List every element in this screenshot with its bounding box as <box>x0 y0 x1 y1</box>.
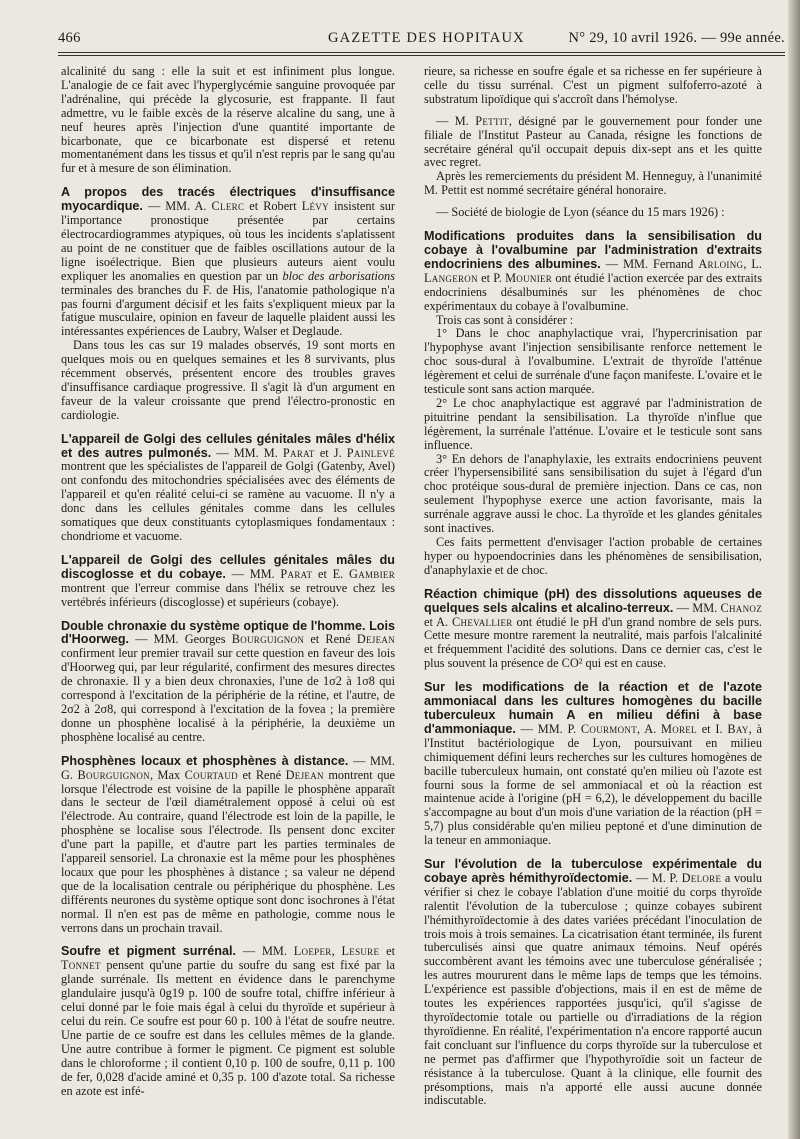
person-name: Pettit <box>475 113 509 128</box>
article-paragraph: Trois cas sont à considérer : <box>436 312 574 327</box>
article-title: Sur l'évolution de la tuberculose expérimentale du cobaye après hémithyroïdectomie. <box>424 857 762 885</box>
article-insuffisance-myocardique <box>61 186 395 422</box>
authors-text: — MM. <box>236 944 294 959</box>
article-text: montrent que l'erreur commise dans l'hélix se retrouve chez les vertébrés inférieurs (discoglosse) et supérieurs (cobaye). <box>61 580 395 609</box>
author-name: Bourguignon <box>77 767 150 782</box>
author-name: Gambier <box>349 566 395 581</box>
article-title: Phosphènes locaux et phosphènes à distance. <box>61 753 349 768</box>
author-name: Chevallier <box>452 614 513 629</box>
article-text: montrent que les spécialistes de l'appareil de Golgi (Gatenby, Avel) ont confondu des mitochondries spécialisées avec des éléments de l'appareil et qu'en réalité celui-ci se ramène au vacuome. Il n'y a donc dans les cellules génitales comme dans les cellules somatiques que deux constituants cytoplasmiques fondamentaux : chondriome et vacuome. <box>61 459 395 543</box>
article-text: , à l'Institut bactériologique de Lyon, poursuivant en milieu chimiquement défini leurs recherches sur les cultures homogènes de bacille tuberculeux humain, ont constaté qu'en milieu où l'azote est fourni sous la forme de sel ammoniacal et où la réaction est maintenue acide à l'origine (pH = 6,2), le développement du bacille s'accompagne au bout d'un mois d'une variation de la réaction (pH = 5,7) plus considérable qu'en milieu peptoné et d'une diminution de la teneur en ammoniaque. <box>424 721 762 848</box>
article-paragraph: 1° Dans le choc anaphylactique vrai, l'hypercrinisation par l'hypophyse avant l'injection sensibilisante renforce nettement le choc sous-dural à l'ovalbumine. L'extrait de thyroïde l'atténue légèrement et celui de surrénale d'une façon manifeste. L'ovaire et le testicule sont sans action marquée. <box>424 326 762 397</box>
authors-text: , L. <box>743 256 762 271</box>
article-text: terminales des branches du F. de His, l'anatomie pathologique n'a pas fourni d'argument décisif et les faits s'expliquent mieux par la fatigue musculaire, opinion en faveur de laquelle plaident aussi les intéressantes expériences de Laubry, Walser et Deglaude. <box>61 282 395 339</box>
author-name: Tonnet <box>61 958 101 973</box>
article-text: confirment leur premier travail sur cette question en faveur des lois d'Hoorweg qui, par leur régularité, confirment des mesures directes de chronaxie. Il y a bien deux chronaxies, l'une de 1σ2 à 1σ8 qui correspond à l'excitation de la périphérie de la rétine, et l'autre, de 2σ2 à 2σ8, qui correspond à l'excitation de la fovea ; la première donne un phosphène localisé à la périphérie, la deuxième un phosphène localisé au centre. <box>61 646 395 744</box>
author-name: Bay <box>727 721 749 736</box>
authors-text: et René <box>304 632 357 647</box>
authors-text: , A. <box>637 721 661 736</box>
author-name: Langeron <box>424 270 478 285</box>
authors-text: et E. <box>312 566 350 581</box>
authors-text: — MM. Fernand <box>600 256 699 271</box>
article-ovalbumine <box>424 230 762 578</box>
page-number: 466 <box>58 30 81 46</box>
article-title: Modifications produites dans la sensibilisation du cobaye à l'ovalbumine par l'administration d'extraits endocriniens des albumines. <box>424 229 762 271</box>
article-text: ont étudié l'action exercée par des extraits endocriniens désalbuminés sur les phénomènes de choc expérimentaux du cobaye à l'ovalbumine. <box>424 270 762 313</box>
article-title: Double chronaxie du système optique de l'homme. Lois d'Hoorweg. <box>61 618 395 647</box>
header-rule <box>58 52 785 53</box>
page-edge-shadow <box>788 0 800 1139</box>
authors-text: — MM. <box>673 600 721 615</box>
article-paragraph: 3° En dehors de l'anaphylaxie, les extraits endocriniens peuvent créer l'hypersensibilité sans sensibilisation du sujet à l'égard d'un choc protéique sous-dural de première injection. Dans ce cas, non seulement l'hypophyse exerce une action favorisante, mais la surrénale aggrave aussi le choc. La thyroïde et les glandes génitales sont inactives. <box>424 451 762 536</box>
authors-text: , Max <box>149 767 185 782</box>
announcement-text: — M. <box>436 113 476 128</box>
article-double-chronaxie <box>61 620 395 745</box>
article-paragraph: 2° Le choc anaphylactique est aggravé par l'administration de pituitrine pendant la sensibilisation. La thyroïde n'influe que légèrement, la surrénale l'atténue. L'ovaire et le testicule sont sans influence. <box>424 395 762 452</box>
authors-text: — MM. P. <box>515 721 581 736</box>
article-text: pensent qu'une partie du soufre du sang est fixé par la glande surrénale. Ils mettent en évidence dans le parenchyme glandulaire jusqu'à 0g19 p. 100 de soufre total, chiffre inférieur à celui donné par le foie mais égal à celui du thyroïde et supérieur à celui du rein. Ce soufre est pour 60 p. 100 à l'état de soufre neutre. Une partie de ce soufre est dans les cellules mêmes de la glande. Une autre contribue à former le pigment. Ce pigment est soluble dans le chloroforme ; il contient 0,10 p. 100 de soufre, 0,11 p. 100 de fer, 0,028 d'acide aminé et 0,35 p. 100 d'azote total. Sa richesse en azote est infé- <box>61 958 395 1098</box>
article-paragraph: Ces faits permettent d'envisager l'action probable de certaines hyper ou hypoendocrinies dans les phénomènes de sensibilisation, d'anaphylaxie et de choc. <box>424 535 762 577</box>
author-name: Courmont <box>580 721 637 736</box>
authors-text: et René <box>237 767 286 782</box>
author-name: Courtaud <box>184 767 238 782</box>
article-text: insistent sur l'importance pronostique présentée par certains électrocardiogrammes atypiques, où tous les incidents s'aplatissent au point de ne constituer que de faibles oscillations autour de la ligne isoélectrique. Bien que plusieurs auteurs aient voulu expliquer les anomalies en question par un <box>61 199 396 283</box>
authors-text: et P. <box>477 270 506 285</box>
article-soufre-surrenal <box>61 945 395 1098</box>
announcement-paragraph: Après les remerciements du président M. Henneguy, à l'unanimité M. Pettit est nommé secrétaire général honoraire. <box>424 169 762 198</box>
authors-text: , <box>331 944 342 959</box>
author-name: Parat <box>280 566 313 581</box>
author-name: Dejean <box>356 632 395 647</box>
article-title: Réaction chimique (pH) des dissolutions aqueuses de quelques sels alcalins et alcalino-terreux. <box>424 586 762 615</box>
article-tuberculose-cobaye <box>424 858 762 1108</box>
article-text: ont étudié le pH d'un grand nombre de sels purs. Cette mesure montre rarement la neutralité, mais parfois l'alcalinité et fréquemment l'acidité des solutions. Dans ce dernier cas, c'est le plus souvent la présence de CO² qui est en cause. <box>424 614 762 671</box>
article-title: L'appareil de Golgi des cellules génitales mâles d'hélix et des autres pulmonés. <box>61 431 395 460</box>
page-header <box>58 22 785 52</box>
header-rule-double <box>58 55 785 56</box>
right-column <box>424 65 762 1108</box>
article-phosphenes <box>61 755 395 936</box>
authors-text: — MM. M. <box>211 445 283 460</box>
author-name: Clerc <box>211 199 245 214</box>
authors-text: et A. <box>424 614 453 629</box>
article-golgi-helix <box>61 433 395 544</box>
authors-text: — MM. <box>225 566 281 581</box>
author-name: Delore <box>681 870 722 885</box>
authors-text: et Robert <box>244 199 302 214</box>
author-name: Dejean <box>285 767 324 782</box>
author-name: Arloing <box>698 256 744 271</box>
article-golgi-discoglosse <box>61 554 395 610</box>
authors-text: — M. P. <box>632 870 682 885</box>
author-name: Lévy <box>301 199 329 214</box>
announcement-text: , désigné par le gouvernement pour fonder une filiale de l'Institut Pasteur au Canada, résigne les fonctions de secrétaire général qu'il occupait depuis dix-sept ans et les quitte avec regret. <box>424 113 762 170</box>
article-text: montrent que lorsque l'électrode est voisine de la papille le phosphène apparaît dans le secteur de l'œil diamétralement opposé à celui où est l'électrode. Au contraire, quand l'électrode est loin de la papille, le phosphène se localise sous l'électrode. Ils pensent donc exciter d'une part la papille, et d'autre part les parties terminales de l'appareil sensoriel. La chronaxie est la même pour les phosphènes locaux que pour les phosphènes à distance ; sa valeur ne dépend que de la localisation centrale ou périphérique du phosphène. Les différents neurones du système optique sont donc isochrones à l'état normal. Il n'en est pas de même en pathologie, comme nous le verrons dans un prochain travail. <box>61 767 395 935</box>
article-title: L'appareil de Golgi des cellules génitales mâles du discoglosse et du cobaye. <box>61 552 395 581</box>
issue-info: N° 29, 10 avril 1926. — 99e année. <box>568 30 785 46</box>
left-column <box>61 65 395 1098</box>
article-title: A propos des tracés électriques d'insuffisance myocardique. <box>61 185 395 214</box>
article-title: Soufre et pigment surrénal. <box>61 944 237 959</box>
authors-text: et <box>379 944 395 959</box>
authors-text: — MM. G. <box>61 753 395 782</box>
author-name: Parat <box>282 445 315 460</box>
continued-paragraph: alcalinité du sang : elle la suit et est infiniment plus longue. L'analogie de ce fait avec l'hyperglycémie sanguine provoquée par l'adrénaline, qui précède la glycosurie, est frappante. Il faut admettre, vu le faible excès de la réserve alcaline du sang, une à neuf heures après l'injection d'une quantité importante de bicarbonate, que ce bicarbonate est dispersé et retenu momentanément dans les tissus et qu'il n'est repris par le sang qu'au fur et à mesure de son élimination. <box>61 64 395 176</box>
authors-text: — MM. Georges <box>129 632 232 647</box>
author-name: Morel <box>660 721 697 736</box>
author-name: Chanoz <box>720 600 762 615</box>
society-session-heading: — Société de biologie de Lyon (séance du 15 mars 1926) : <box>436 205 725 220</box>
authors-text: et J. <box>314 445 347 460</box>
author-name: Loeper <box>293 944 332 959</box>
article-reaction-chimique <box>424 588 762 671</box>
article-paragraph: Dans tous les cas sur 19 malades observés, 19 sont morts en quelques mois ou en quelques semaines et les 8 survivants, plus récemment observés, présentent encore des troubles graves d'insuffisance cardiaque progressive. Il s'agit là d'un argument en faveur de la valeur croissante que prend l'électro-pronostic en cardiologie. <box>61 338 395 422</box>
announcement-paragraph <box>424 115 762 171</box>
author-name: Mounier <box>505 270 553 285</box>
article-azote-ammoniacal <box>424 681 762 848</box>
author-name: Bourguignon <box>231 632 305 647</box>
article-text: a voulu vérifier si chez le cobaye l'ablation d'une moitié du corps thyroïde ralentit l'évolution de la tuberculose ; quinze cobayes subirent l'hémithyroïdectomie à des dates variées précédant l'inoculation de trois mois à trois semaines. La cicatrisation étant terminée, ils furent tuberculisés ainsi que quatre animaux témoins. Neuf opérés succombèrent avant les témoins avec une tuberculose généralisée ; les autres moururent dans le même laps de temps que les témoins. L'expérience est passible d'objections, mais il en est de même de toutes les expériences rapportées jusqu'ici, qu'il s'agisse de thyroïdectomie totale ou partielle ou d'irradiations de la région thyroïdienne. En réalité, l'expérimentation n'a encore rapporté aucun fait concluant sur l'influence du corps thyroïde sur la tuberculose et ne permet pas d'affirmer que l'hypothyroïdie soit un facteur de résistance à la tuberculose. Quant à la clinique, elle fournit des présomptions, mais n'a apporté elle aussi aucune donnée indiscutable. <box>424 870 763 1108</box>
article-title: Sur les modifications de la réaction et de l'azote ammoniacal dans les cultures homogènes du bacille tuberculeux humain A en milieu défini à base d'ammoniaque. <box>424 680 762 736</box>
authors-text: — MM. A. <box>142 199 212 214</box>
journal-title: GAZETTE DES HOPITAUX <box>328 30 525 46</box>
author-name: Painlevé <box>346 445 395 460</box>
continued-paragraph: rieure, sa richesse en soufre égale et sa richesse en fer supérieure à celle du tissu surrénal. C'est un pigment sulfoferro-azoté à substratum lipoïdique qui s'accroît dans l'hémolyse. <box>424 64 762 106</box>
authors-text: et I. <box>696 721 728 736</box>
author-name: Lesure <box>341 944 380 959</box>
italic-term: bloc des arborisations <box>282 268 395 283</box>
